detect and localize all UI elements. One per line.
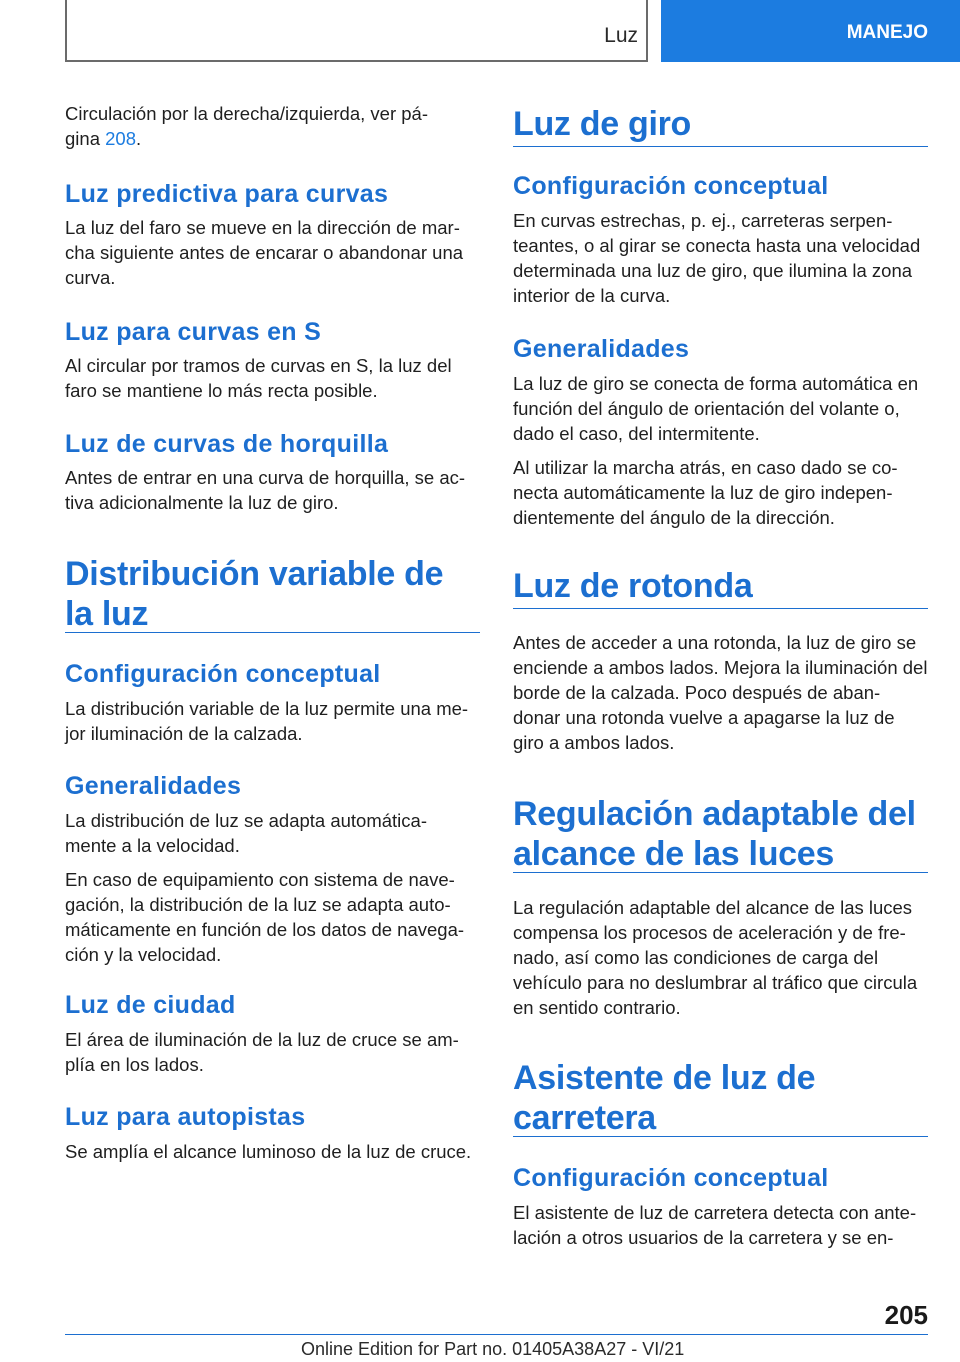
section-title-predictive-curves: Luz predictiva para curvas bbox=[65, 180, 389, 208]
chapter-title-high-beam-assistant: Asistente de luz de carretera bbox=[513, 1059, 816, 1137]
chapter-rule bbox=[65, 632, 480, 633]
section-title-motorway: Luz para autopistas bbox=[65, 1103, 306, 1131]
intro-paragraph bbox=[65, 101, 480, 151]
section-title-concept: Configuración conceptual bbox=[513, 1164, 829, 1192]
chapter-rule bbox=[513, 1136, 928, 1137]
chapter-title-adaptive-range: Regulación adaptable del alcance de las luces bbox=[513, 795, 916, 873]
section-body-general: La distribución de luz se adapta automática- mente a la velocidad. bbox=[65, 810, 427, 856]
section-title-concept: Configuración conceptual bbox=[513, 172, 829, 200]
section-body-hairpin: Antes de entrar en una curva de horquilla, se ac- tiva adicionalmente la luz de giro. bbox=[65, 467, 466, 513]
section-title-s-curves: Luz para curvas en S bbox=[65, 318, 322, 346]
intro-end: . bbox=[136, 128, 142, 149]
section-body-roundabout: Antes de acceder a una rotonda, la luz de giro se enciende a ambos lados. Mejora la iluminación del borde de la calzada. Poco después de aban- donar una rotonda vuelve a apagarse la luz de giro a ambos lados. bbox=[513, 632, 928, 753]
section-body-adaptive-range: La regulación adaptable del alcance de las luces compensa los procesos de aceleración y de fre- nado, así como las condiciones de carga del vehículo para no deslumbrar al tráfico que circula en sentido contrario. bbox=[513, 897, 918, 1018]
section-title-hairpin: Luz de curvas de horquilla bbox=[65, 430, 389, 458]
section-body-concept: El asistente de luz de carretera detecta con ante- lación a otros usuarios de la carretera y se en- bbox=[513, 1202, 917, 1248]
section-body-s-curves: Al circular por tramos de curvas en S, la luz del faro se mantiene lo más recta posible. bbox=[65, 355, 452, 401]
chapter-title-roundabout: Luz de rotonda bbox=[513, 567, 753, 605]
section-body-general-2: En caso de equipamiento con sistema de nave- gación, la distribución de la luz se adapta auto- máticamente en función de los datos de navega- ción y la velocidad. bbox=[65, 869, 465, 965]
chapter-rule bbox=[513, 146, 928, 147]
page-number: 205 bbox=[884, 1300, 928, 1330]
footer-edition-text: Online Edition for Part no. 01405A38A27 - VI/21 bbox=[301, 1339, 685, 1359]
footer-rule bbox=[65, 1334, 928, 1335]
section-title-general: Generalidades bbox=[65, 772, 242, 800]
section-title-city-light: Luz de ciudad bbox=[65, 991, 236, 1019]
chapter-rule bbox=[513, 872, 928, 873]
section-body-city-light: El área de iluminación de la luz de cruce se am- plía en los lados. bbox=[65, 1029, 459, 1075]
intro-text: Circulación por la derecha/izquierda, ver pá- bbox=[65, 103, 428, 124]
intro-text-2: gina bbox=[65, 128, 100, 149]
section-body-general-2: Al utilizar la marcha atrás, en caso dado se co- necta automáticamente la luz de giro indepen- dientemente del ángulo de la dirección. bbox=[513, 457, 898, 528]
section-body-concept: En curvas estrechas, p. ej., carreteras serpen- teantes, o al girar se conecta hasta una velocidad determinada una luz de giro, que ilumina la zona interior de la curva. bbox=[513, 210, 921, 306]
header-section-label: Luz bbox=[604, 24, 638, 47]
section-body-concept: La distribución variable de la luz permite una me- jor iluminación de la calzada. bbox=[65, 698, 469, 744]
section-body-general: La luz de giro se conecta de forma automática en función del ángulo de orientación del volante o, dado el caso, del intermitente. bbox=[513, 373, 919, 444]
section-body-predictive-curves: La luz del faro se mueve en la dirección de mar- cha siguiente antes de encarar o abandonar una curva. bbox=[65, 217, 464, 288]
section-body-motorway: Se amplía el alcance luminoso de la luz de cruce. bbox=[65, 1141, 472, 1162]
section-title-general: Generalidades bbox=[513, 335, 690, 363]
page-reference-link[interactable]: 208 bbox=[105, 128, 136, 149]
section-title-concept: Configuración conceptual bbox=[65, 660, 381, 688]
chapter-title-variable-distribution: Distribución variable de la luz bbox=[65, 555, 444, 633]
chapter-rule bbox=[513, 608, 928, 609]
chapter-title-turn-light: Luz de giro bbox=[513, 105, 692, 143]
header-chapter-tab: MANEJO bbox=[661, 0, 960, 62]
